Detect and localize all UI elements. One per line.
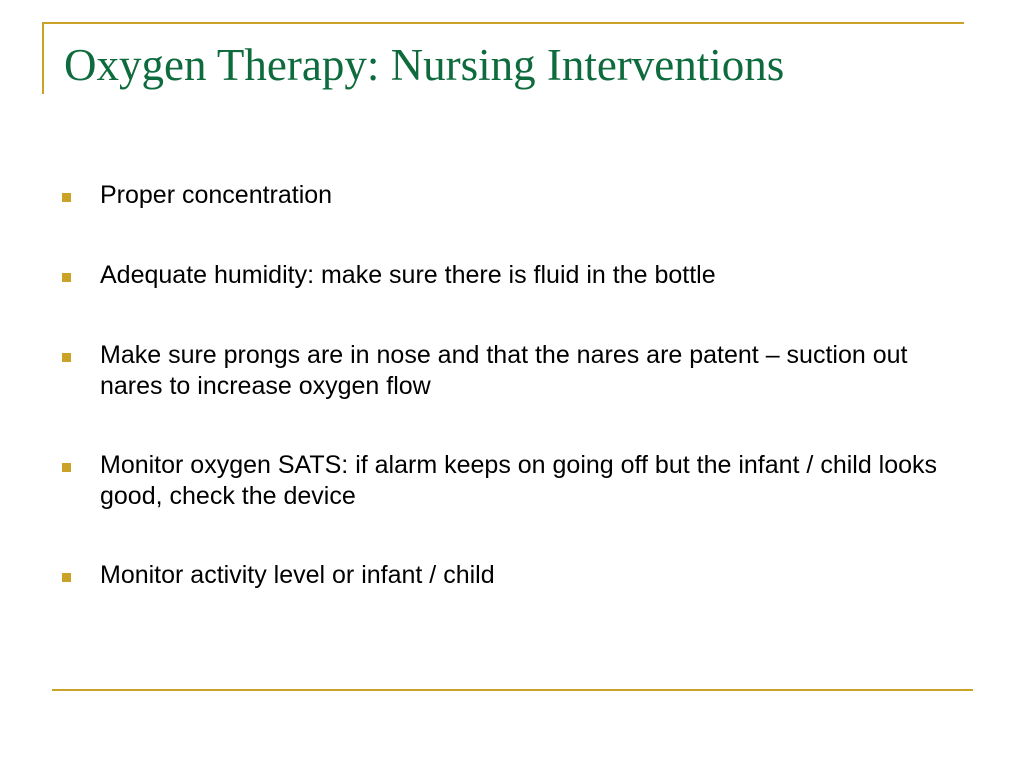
title-bracket-vertical-rule [42, 22, 44, 94]
bullet-item [62, 560, 962, 591]
bullet-text: Monitor oxygen SATS: if alarm keeps on going off but the infant / child looks good, check the device [100, 451, 938, 510]
square-bullet-icon [62, 463, 71, 472]
bullet-text: Monitor activity level or infant / child [100, 561, 495, 589]
slide-title: Oxygen Therapy: Nursing Interventions [64, 40, 785, 90]
bullet-item [62, 450, 962, 512]
square-bullet-icon [62, 573, 71, 582]
bullet-list [62, 180, 962, 632]
square-bullet-icon [62, 273, 71, 282]
bullet-text: Adequate humidity: make sure there is fluid in the bottle [100, 261, 716, 289]
title-bracket-horizontal-rule [42, 22, 964, 24]
square-bullet-icon [62, 353, 71, 362]
bullet-item [62, 260, 962, 291]
bullet-text: Make sure prongs are in nose and that the nares are patent – suction out nares to increase oxygen flow [100, 341, 908, 400]
bullet-item [62, 180, 962, 211]
bullet-item [62, 340, 962, 402]
bullet-text: Proper concentration [100, 181, 333, 209]
square-bullet-icon [62, 193, 71, 202]
footer-horizontal-rule [52, 689, 973, 691]
